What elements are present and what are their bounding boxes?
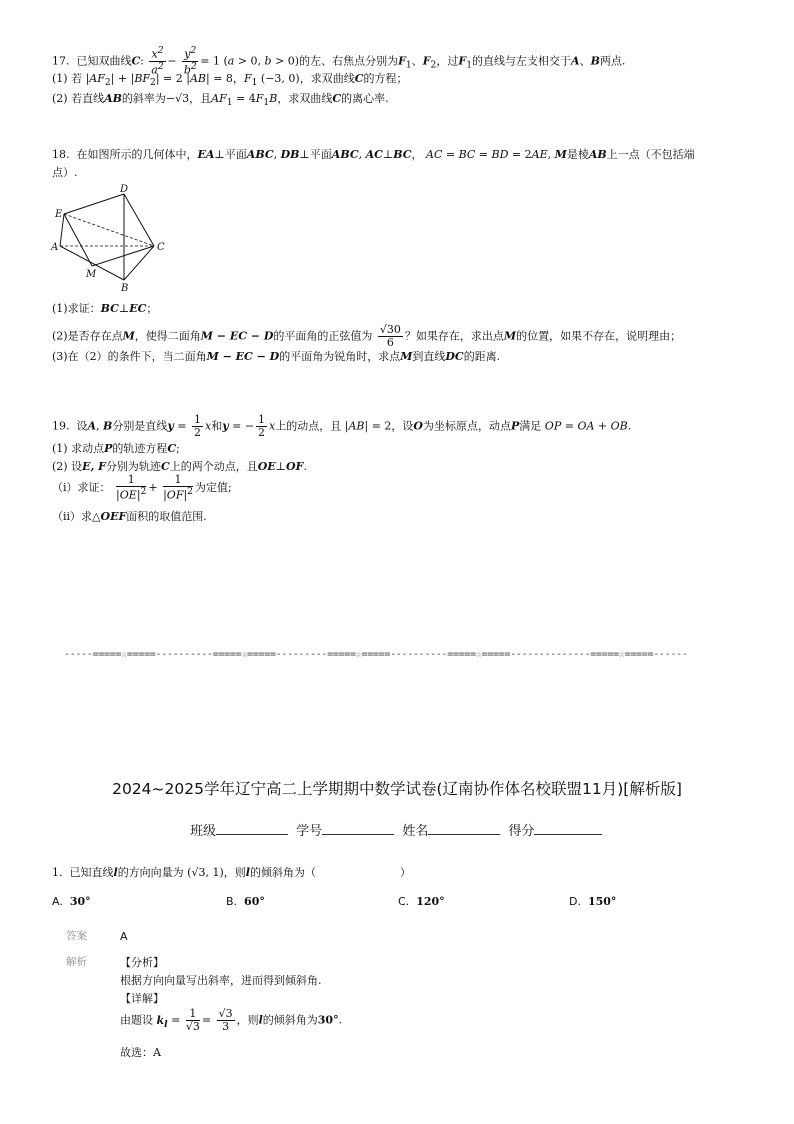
analysis-text: 根据方向向量写出斜率，进而得到倾斜角.	[120, 974, 322, 987]
score-field[interactable]	[534, 822, 602, 835]
edge-ec-dashed	[64, 214, 154, 246]
q19-sub-i: （i）求证： $\frac{1}{|OE|^2}$ + $\frac{1}{|OF|^2}$ 为定值;	[52, 473, 232, 502]
q1-stem: 1. 已知直线l的方向向量为 (√3, 1)，则l的倾斜角为（ ）	[52, 866, 411, 879]
question-number: 1.	[52, 866, 63, 879]
label-c: C	[157, 242, 165, 253]
q18-stem-line2: 点）.	[52, 166, 78, 179]
class-field[interactable]	[216, 822, 288, 835]
id-label: 学号	[296, 824, 323, 839]
answer-value: A	[120, 930, 128, 943]
q19-sub2: (2) 设E, F分别为轨迹C上的两个动点，且OE⊥OF.	[52, 460, 307, 473]
q17-sub2: (2) 若直线AB的斜率为−√3，且$AF_1 = 4F_1B$，求双曲线C的离心率.	[52, 92, 389, 109]
q18-sub2: (2)是否存在点M，使得二面角M − EC − D的平面角的正弦值为 $\frac{√30}{6}$ ？如果存在，求出点M的位置，如果不存在，说明理由；	[52, 323, 682, 350]
q19-stem: 19. 设A, B分别是直线y = $\frac{1}{2}$ x和y = − $\frac{1}{2}$ x上的动点，且 |AB| = 2，设O为坐标原点，动点P满足 OP = OA + OB.	[52, 413, 632, 440]
label-b: B	[121, 283, 129, 294]
score-label: 得分	[508, 824, 535, 839]
analysis-label: 解析	[66, 956, 87, 968]
detail-heading: 【详解】	[120, 992, 164, 1005]
question-number: 17.	[52, 54, 70, 68]
edge-ed	[64, 194, 124, 214]
q17-sub1: (1) 若 $|AF_2| + |BF_2| = 2$ |AB| = 8，$F_1$ (−3, 0)，求双曲线C的方程；	[52, 72, 408, 89]
section-divider: -----=====☆=====----------=====☆=====---------=====☆=====----------=====☆=====--------------=====☆=====------	[64, 649, 688, 660]
question-number: 19.	[52, 419, 70, 433]
edge-em	[64, 214, 92, 266]
student-info-line	[190, 822, 606, 840]
q18-geometry-figure	[48, 182, 178, 294]
choose-text: 故选：A	[120, 1046, 161, 1059]
name-label: 姓名	[402, 824, 429, 839]
q18-sub3: (3)在（2）的条件下，当二面角M − EC − D的平面角为锐角时，求点M到直线DC的距离.	[52, 350, 501, 363]
class-label: 班级	[190, 824, 217, 839]
edge-dc	[124, 194, 154, 246]
id-field[interactable]	[322, 822, 394, 835]
label-m: M	[86, 269, 97, 280]
label-e: E	[55, 209, 63, 220]
page-title: 2024~2025学年辽宁高二上学期期中数学试卷(辽南协作体名校联盟11月)[解析版]	[112, 780, 682, 798]
question-number: 18.	[52, 148, 70, 161]
option-c[interactable]: C. 120°	[398, 895, 445, 908]
label-d: D	[120, 184, 129, 195]
q18-sub1: (1)求证：BC⊥EC；	[52, 302, 158, 315]
option-d[interactable]: D. 150°	[569, 895, 617, 908]
label-a: A	[51, 242, 59, 253]
q19-sub-ii: （ii）求△OEF面积的取值范围.	[52, 510, 207, 523]
analysis-heading: 【分析】	[120, 956, 164, 969]
detail-text: 由题设 $k_l$ = $\frac{1}{√3}$ = $\frac{√3}{3}$ ，则l的倾斜角为30°.	[120, 1007, 343, 1034]
name-field[interactable]	[428, 822, 500, 835]
option-a[interactable]: A. 30°	[52, 895, 91, 908]
q19-sub1: (1) 求动点P的轨迹方程C;	[52, 442, 180, 455]
answer-label: 答案	[66, 930, 87, 942]
option-b[interactable]: B. 60°	[226, 895, 265, 908]
q18-stem: 18. 在如图所示的几何体中，EA⊥平面ABC, DB⊥平面ABC, AC⊥BC， AC = BC = BD = 2AE, M是棱AB上一点（不包括端	[52, 148, 695, 161]
q17-stem: 17. 已知双曲线C: $\frac{x^2}{a^2}$ − $\frac{y^2}{b^2}$ = 1 (a > 0, b > 0)的左、右焦点分别为$F_1$、$F_2$，过$F_1$的直线与左支相交于A、B两点.	[52, 45, 626, 77]
